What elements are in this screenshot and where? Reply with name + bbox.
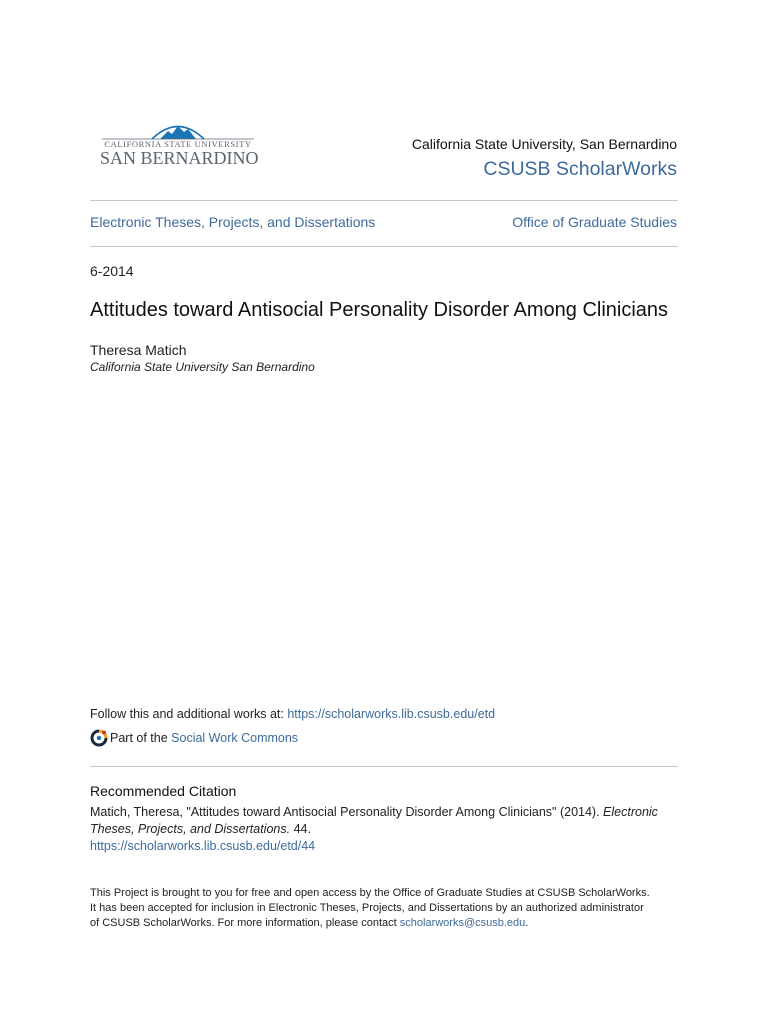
contact-email-link[interactable]: scholarworks@csusb.edu [399, 917, 526, 929]
divider [90, 200, 678, 201]
part-of-line [90, 729, 298, 747]
follow-url-link[interactable]: https://scholarworks.lib.csusb.edu/etd [287, 707, 496, 721]
notice-line-2: It has been accepted for inclusion in Electronic Theses, Projects, and Dissertations by an authorized administrator [90, 902, 644, 914]
department-link[interactable]: Office of Graduate Studies [512, 214, 677, 230]
social-work-commons-link[interactable]: Social Work Commons [171, 731, 299, 745]
citation-block [90, 804, 680, 855]
document-title: Attitudes toward Antisocial Personality Disorder Among Clinicians [90, 299, 669, 321]
notice-line-3: of CSUSB ScholarWorks. For more information, please contact [90, 917, 400, 929]
notice-end: . [525, 917, 529, 929]
author-affiliation: California State University San Bernardino [90, 360, 315, 374]
collection-link[interactable]: Electronic Theses, Projects, and Dissertations [90, 214, 376, 230]
csusb-logo [100, 120, 259, 172]
citation-url-link[interactable]: https://scholarworks.lib.csusb.edu/etd/44 [90, 839, 316, 853]
access-notice [90, 886, 690, 931]
publication-date: 6-2014 [90, 263, 134, 279]
logo-big-text: SAN BERNARDINO [100, 148, 259, 168]
citation-text: Matich, Theresa, "Attitudes toward Antisocial Personality Disorder Among Clinicians" (2014). [90, 805, 604, 819]
divider [90, 246, 678, 247]
citation-heading: Recommended Citation [90, 783, 237, 799]
divider [90, 766, 678, 767]
follow-text: Follow this and additional works at: [90, 707, 288, 721]
author-name: Theresa Matich [90, 342, 187, 358]
repository-link[interactable]: CSUSB ScholarWorks [483, 158, 677, 180]
institution-name: California State University, San Bernardino [411, 136, 677, 152]
commons-network-icon [90, 729, 108, 747]
notice-line-1: This Project is brought to you for free and open access by the Office of Graduate Studies at CSUSB ScholarWorks. [90, 887, 650, 899]
part-of-text: Part of the [110, 731, 172, 745]
follow-line [90, 707, 495, 721]
logo-small-text: CALIFORNIA STATE UNIVERSITY [104, 139, 252, 149]
citation-number: 44. [290, 822, 311, 836]
citation-series: Electronic Theses, Projects, and Dissertations. [90, 805, 658, 836]
